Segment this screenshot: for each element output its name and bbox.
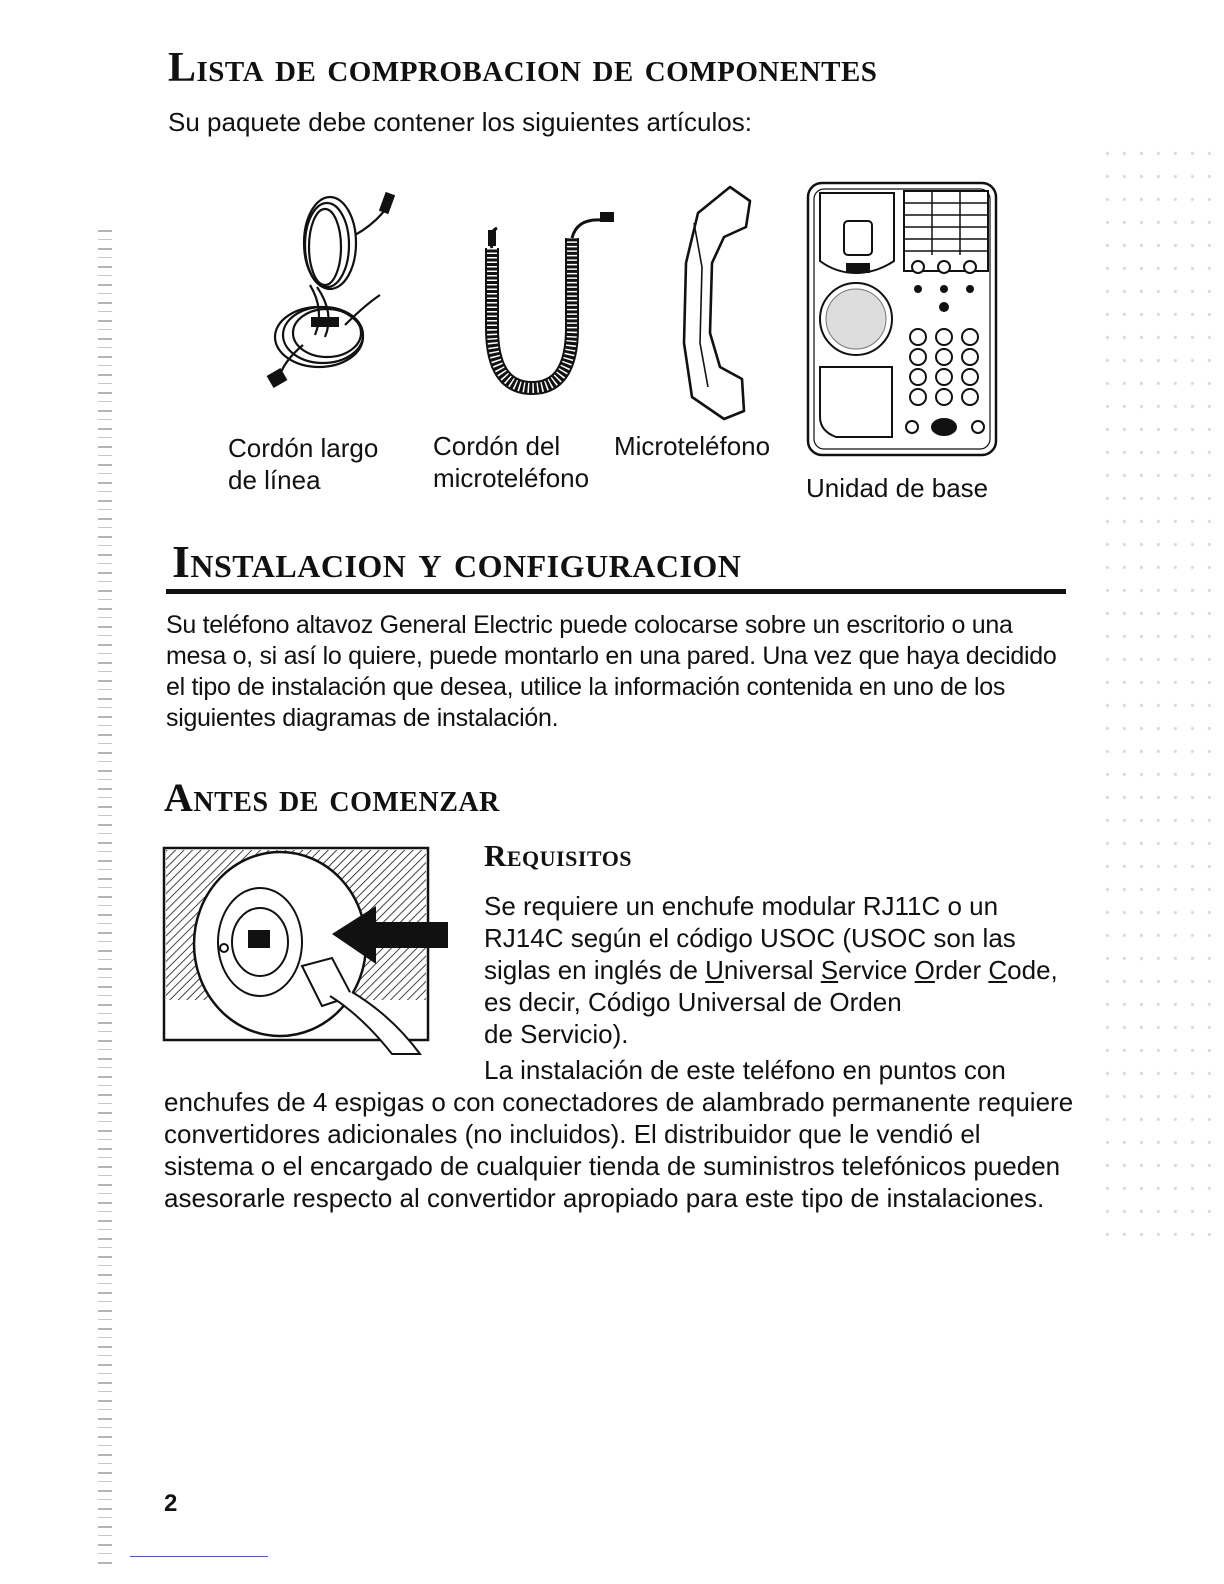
- wall-jack-icon: [162, 846, 448, 1060]
- handset-icon: [672, 183, 762, 423]
- scan-edge-left: [98, 230, 112, 1570]
- page-number: 2: [164, 1490, 178, 1517]
- before-heading: Antes de comenzar: [164, 775, 500, 820]
- caption-coiled-cord: Cordón del microteléfono: [433, 431, 590, 493]
- requirements-paragraph: Se requiere un enchufe modular RJ11C o un RJ14C según el código USOC (USOC son las siglas en inglés de Universal Service Order Code, es decir, Código Universal de Orden de Servicio).: [484, 891, 1058, 1049]
- installation-paragraph: Su teléfono altavoz General Electric puede colocarse sobre un escritorio o una mesa o, si así lo quiere, puede montarlo en una pared. Una vez que haya decidido el tipo de instalación que desea, utilice la información contenida en uno de los siguientes diagramas de instalación.: [166, 611, 1057, 732]
- caption-handset: Microteléfono: [614, 431, 771, 461]
- components-intro: Su paquete debe contener los siguientes artículos:: [168, 107, 752, 137]
- note-first-line: La instalación de este teléfono en puntos con: [484, 1055, 1006, 1085]
- coiled-cord-icon: [462, 208, 632, 398]
- requirements-heading: Requisitos: [484, 838, 633, 873]
- scan-noise-right: [1104, 150, 1214, 1250]
- note-paragraph: enchufes de 4 espigas o con conectadores de alambrado permanente requiere convertidores adicionales (no incluidos). El distribuidor que le vendió el sistema o el encargado de cualquier tienda de suministros telefónicos pueden asesorarle respecto al convertidor apropiado para este tipo de instalaciones.: [164, 1087, 1074, 1213]
- line-cord-icon: [255, 185, 415, 405]
- base-unit-icon: [806, 181, 998, 457]
- heading-rule: [166, 589, 1066, 594]
- caption-base-unit: Unidad de base: [806, 473, 989, 503]
- components-heading: Lista de comprobacion de componentes: [168, 45, 878, 91]
- installation-heading: Instalacion y configuracion: [172, 536, 742, 587]
- bottom-rule: [130, 1556, 268, 1557]
- caption-line-cord: Cordón largo de línea: [228, 433, 379, 495]
